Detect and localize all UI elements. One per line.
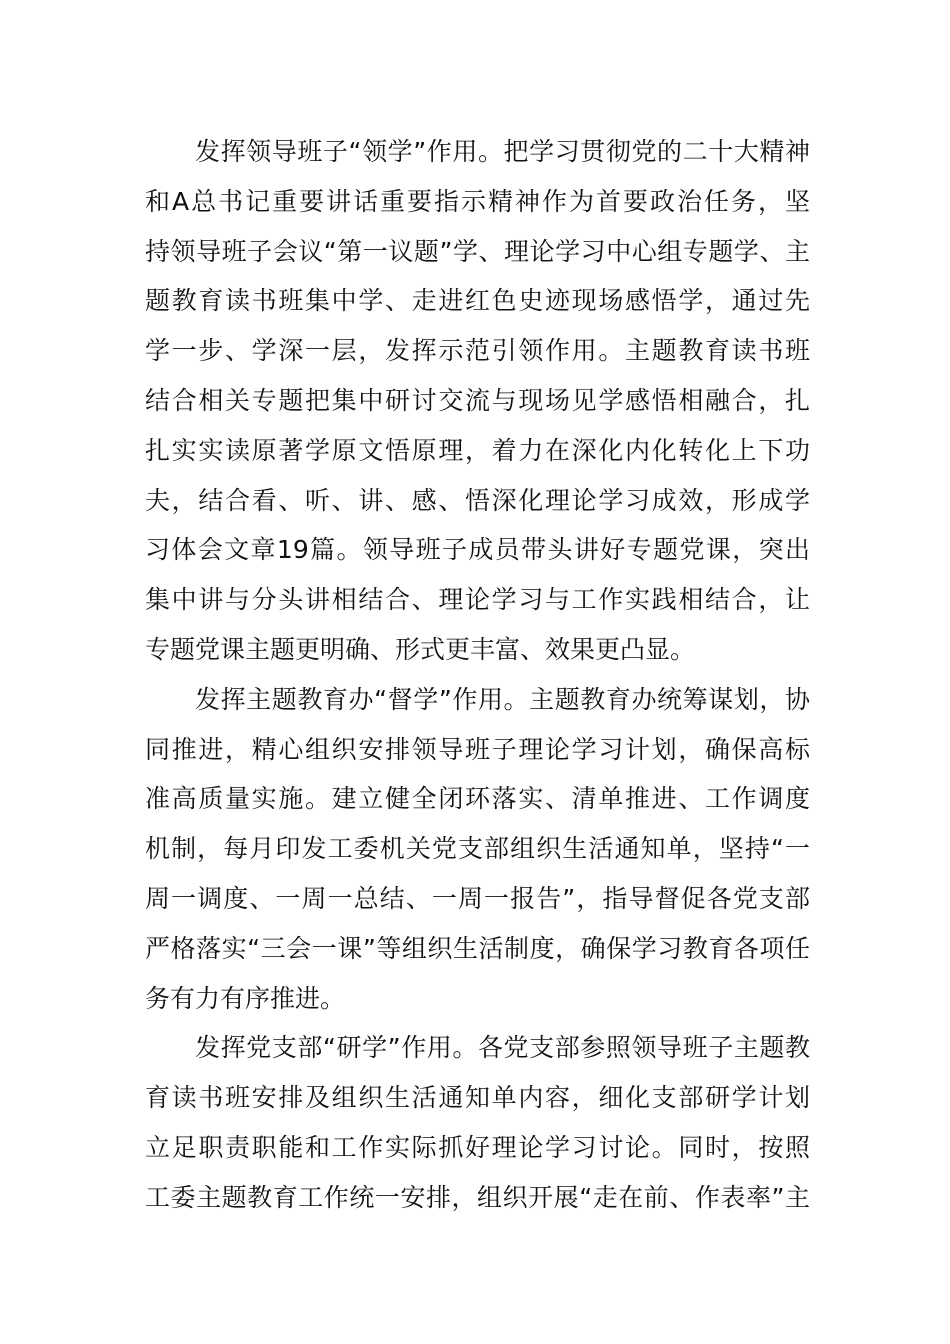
paragraph-1-line-8: 夫，结合看、听、讲、感、悟深化理论学习成效，形成学 [145, 485, 810, 515]
paragraph-1-line-7: 扎实实读原著学原文悟原理，着力在深化内化转化上下功 [145, 435, 810, 465]
body-text [145, 127, 810, 1223]
paragraph-2-line-3: 准高质量实施。建立健全闭环落实、清单推进、工作调度 [145, 784, 810, 814]
paragraph-1-line-6: 结合相关专题把集中研讨交流与现场见学感悟相融合，扎 [145, 385, 810, 415]
paragraph-1-line-5: 学一步、学深一层，发挥示范引领作用。主题教育读书班 [145, 336, 810, 366]
paragraph-3-line-4: 工委主题教育工作统一安排，组织开展“走在前、作表率”主 [145, 1182, 810, 1212]
paragraph-3-line-3: 立足职责职能和工作实际抓好理论学习讨论。同时，按照 [145, 1132, 810, 1162]
paragraph-1-line-10: 集中讲与分头讲相结合、理论学习与工作实践相结合，让 [145, 585, 810, 615]
paragraph-2-line-5: 周一调度、一周一总结、一周一报告”，指导督促各党支部 [145, 883, 810, 913]
paragraph-1-line-1: 发挥领导班子“领学”作用。把学习贯彻党的二十大精神 [195, 137, 810, 166]
paragraph-1-line-11: 专题党课主题更明确、形式更丰富、效果更凸显。 [145, 634, 696, 664]
paragraph-1-line-3: 持领导班子会议“第一议题”学、理论学习中心组专题学、主 [145, 236, 810, 266]
paragraph-1-line-2: 和A总书记重要讲话重要指示精神作为首要政治任务，坚 [145, 186, 810, 216]
paragraph-2-line-6: 严格落实“三会一课”等组织生活制度，确保学习教育各项任 [145, 933, 810, 963]
paragraph-2-line-4: 机制，每月印发工委机关党支部组织生活通知单，坚持“一 [145, 834, 810, 864]
paragraph-1-line-4: 题教育读书班集中学、走进红色史迹现场感悟学，通过先 [145, 286, 810, 316]
paragraph-2-line-2: 同推进，精心组织安排领导班子理论学习计划，确保高标 [145, 734, 810, 764]
paragraph-2-line-7: 务有力有序推进。 [145, 983, 346, 1013]
paragraph-1-line-9: 习体会文章19篇。领导班子成员带头讲好专题党课，突出 [145, 535, 810, 565]
paragraph-3-line-2: 育读书班安排及组织生活通知单内容，细化支部研学计划 [145, 1083, 810, 1113]
paragraph-2-line-1: 发挥主题教育办“督学”作用。主题教育办统筹谋划，协 [195, 684, 810, 714]
paragraph-3-line-1: 发挥党支部“研学”作用。各党支部参照领导班子主题教 [195, 1033, 810, 1063]
